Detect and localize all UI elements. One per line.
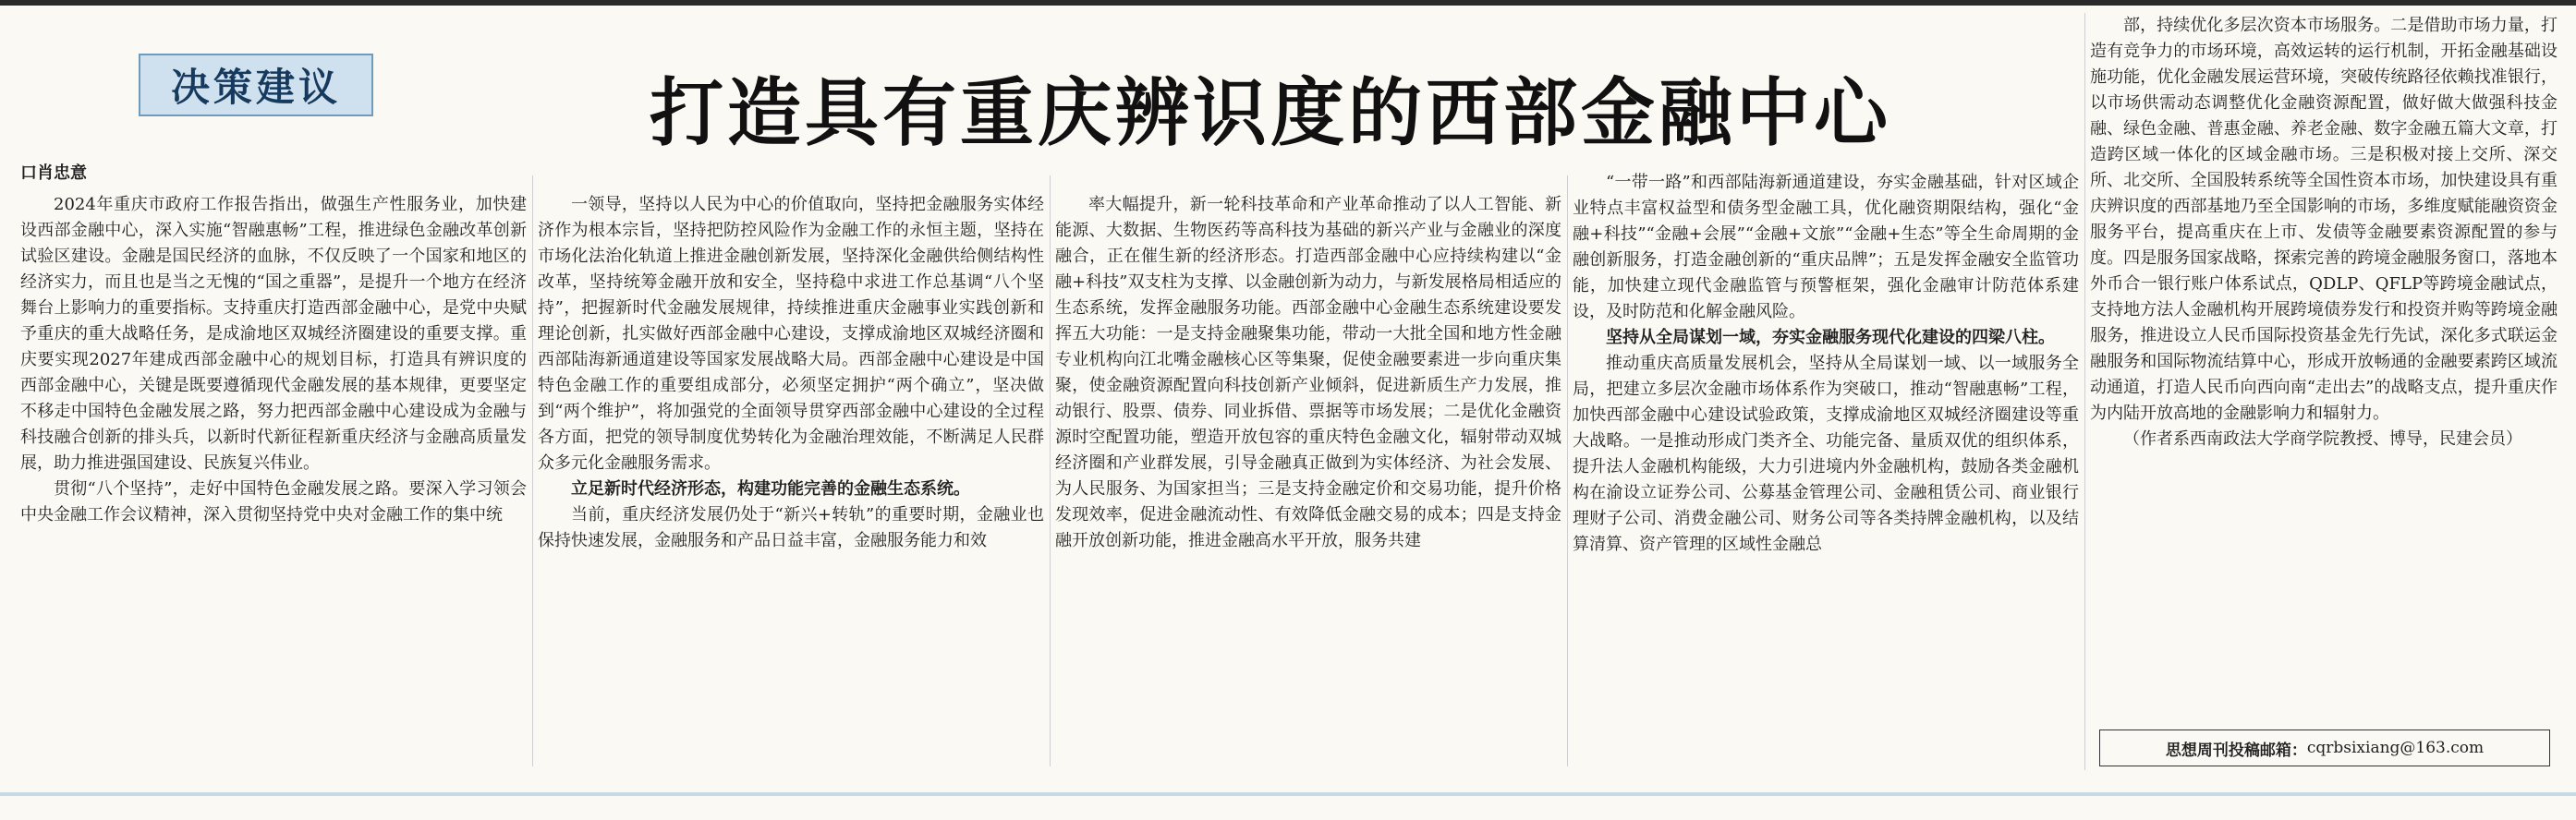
author-byline: 口肖忠意 <box>20 163 87 183</box>
column-divider <box>1567 175 1568 766</box>
body-paragraph: （作者系西南政法大学商学院教授、博导，民建会员） <box>2123 429 2522 449</box>
email-label: 思想周刊投稿邮箱： <box>2165 741 2307 760</box>
column-divider <box>2084 13 2085 770</box>
body-paragraph: 当前，重庆经济发展仍处于“新兴+转轨”的重要时期，金融业也保持快速发展，金融服务和产品日益丰富，金融服务能力和效 <box>538 505 1044 550</box>
subheading-paragraph: 坚持从全局谋划一域，夯实金融服务现代化建设的四梁八柱。 <box>1606 328 2055 347</box>
body-paragraph: 贯彻“八个坚持”，走好中国特色金融发展之路。要深入学习领会中央金融工作会议精神，深入贯彻坚持党中央对金融工作的集中统 <box>20 479 527 525</box>
body-paragraph: 推动重庆高质量发展机会，坚持从全局谋划一域、以一域服务全局，把建立多层次金融市场体系作为突破口，推动“智融惠畅”工程，加快西部金融中心建设试验政策，支撑成渝地区双城经济圈建设等重大战略。一是推动形成门类齐全、功能完备、量质双优的组织体系，提升法人金融机构能级，大力引进境内外金融机构，鼓励各类金融机构在渝设立证券公司、公募基金管理公司、金融租赁公司、商业银行理财子公司、消费金融公司、财务公司等各类持牌金融机构，以及结算清算、资产管理的区域性金融总 <box>1573 354 2079 554</box>
section-tag <box>139 54 373 116</box>
column-divider <box>532 175 533 766</box>
subheading-paragraph: 立足新时代经济形态，构建功能完善的金融生态系统。 <box>571 479 970 499</box>
top-rule <box>0 0 2576 6</box>
body-paragraph: 率大幅提升，新一轮科技革命和产业革命推动了以人工智能、新能源、大数据、生物医药等高科技为基础的新兴产业与金融业的深度融合，正在催生新的经济形态。打造西部金融中心应持续构建以“金融+科技”双支柱为支撑、以金融创新为动力，与新发展格局相适应的生态系统，发挥金融服务功能。西部金融中心金融生态系统建设要发挥五大功能：一是支持金融聚集功能，带动一大批全国和地方性金融专业机构向江北嘴金融核心区等集聚，促使金融要素进一步向重庆集聚，使金融资源配置向科技创新产业倾斜，促进新质生产力发展，推动银行、股票、债券、同业拆借、票据等市场发展；二是优化金融资源时空配置功能，塑造开放包容的重庆特色金融文化，辐射带动双城经济圈和产业群发展，引导金融真正做到为实体经济、为社会发展、为人民服务、为国家担当；三是支持金融定价和交易功能，提升价格发现效率，促进金融流动性、有效降低金融交易的成本；四是支持金融开放创新功能，推进金融高水平开放，服务共建 <box>1055 195 1561 550</box>
column-divider <box>1050 175 1051 766</box>
article-column-5 <box>2090 13 2558 678</box>
article-column-4 <box>1573 170 2079 770</box>
bottom-rule <box>0 792 2576 796</box>
body-paragraph: “一带一路”和西部陆海新通道建设，夯实金融基础，针对区域企业特点丰富权益型和债务型金融工具，优化融资期限结构，强化“金融+科技”“金融+会展”“金融+文旅”“金融+生态”等全生命周期的金融创新服务，打造金融创新的“重庆品牌”；五是发挥金融安全监管功能，加快建立现代金融监管与预警框架，强化金融审计防范体系建设，及时防范和化解金融风险。 <box>1573 173 2079 321</box>
body-paragraph: 2024年重庆市政府工作报告指出，做强生产性服务业，加快建设西部金融中心，深入实施“智融惠畅”工程，推进绿色金融改革创新试验区建设。金融是国民经济的血脉，不仅反映了一个国家和地区的经济实力，而且也是当之无愧的“国之重器”，是提升一个地方在经济舞台上影响力的重要指标。支持重庆打造西部金融中心，是党中央赋予重庆的重大战略任务，是成渝地区双城经济圈建设的重要支撑。重庆要实现2027年建成西部金融中心的规划目标，打造具有辨识度的西部金融中心，关键是既要遵循现代金融发展的基本规律，更要坚定不移走中国特色金融发展之路，努力把西部金融中心建设成为金融与科技融合创新的排头兵，以新时代新征程新重庆经济与金融高质量发展，助力推进强国建设、民族复兴伟业。 <box>20 195 527 473</box>
body-paragraph: 一领导，坚持以人民为中心的价值取向，坚持把金融服务实体经济作为根本宗旨，坚持把防控风险作为金融工作的永恒主题，坚持在市场化法治化轨道上推进金融创新发展，坚持深化金融供给侧结构性改革，坚持统筹金融开放和安全，坚持稳中求进工作总基调“八个坚持”，把握新时代金融发展规律，持续推进重庆金融事业实践创新和理论创新，扎实做好西部金融中心建设，支撑成渝地区双城经济圈和西部陆海新通道建设等国家发展战略大局。西部金融中心建设是中国特色金融工作的重要组成部分，必须坚定拥护“两个确立”，坚决做到“两个维护”，将加强党的全面领导贯穿西部金融中心建设的全过程各方面，把党的领导制度优势转化为金融治理效能，不断满足人民群众多元化金融服务需求。 <box>538 195 1044 473</box>
section-tag-label: 决策建议 <box>170 65 341 110</box>
article-column-2 <box>538 192 1044 769</box>
email-address[interactable]: cqrbsixiang@163.com <box>2306 739 2485 757</box>
article-headline: 打造具有重庆辨识度的西部金融中心 <box>650 68 1891 156</box>
article-column-3 <box>1055 192 1561 769</box>
article-column-1 <box>20 192 527 769</box>
body-paragraph: 部，持续优化多层次资本市场服务。二是借助市场力量，打造有竞争力的市场环境，高效运转的运行机制，开拓金融基础设施功能，优化金融发展运营环境，突破传统路径依赖找准银行，以市场供需动态调整优化金融资源配置，做好做大做强科技金融、绿色金融、普惠金融、养老金融、数字金融五篇大文章，打造跨区域一体化的区域金融市场。三是积极对接上交所、深交所、北交所、全国股转系统等全国性资本市场，加快建设具有重庆辨识度的西部基地乃至全国影响的市场，多维度赋能融资资金服务平台，提高重庆在上市、发债等金融要素资源配置的参与度。四是服务国家战略，探索完善的跨境金融服务窗口，落地本外币合一银行账户体系试点，QDLP、QFLP等跨境金融试点，支持地方法人金融机构开展跨境债券发行和投资并购等跨境金融服务，推进设立人民币国际投资基金先行先试，深化多式联运金融服务和国际物流结算中心，形成开放畅通的金融要素跨区域流动通道，打造人民币向西向南“走出去”的战略支点，提升重庆作为内陆开放高地的金融影响力和辐射力。 <box>2090 16 2558 423</box>
submission-email-box <box>2099 730 2550 766</box>
